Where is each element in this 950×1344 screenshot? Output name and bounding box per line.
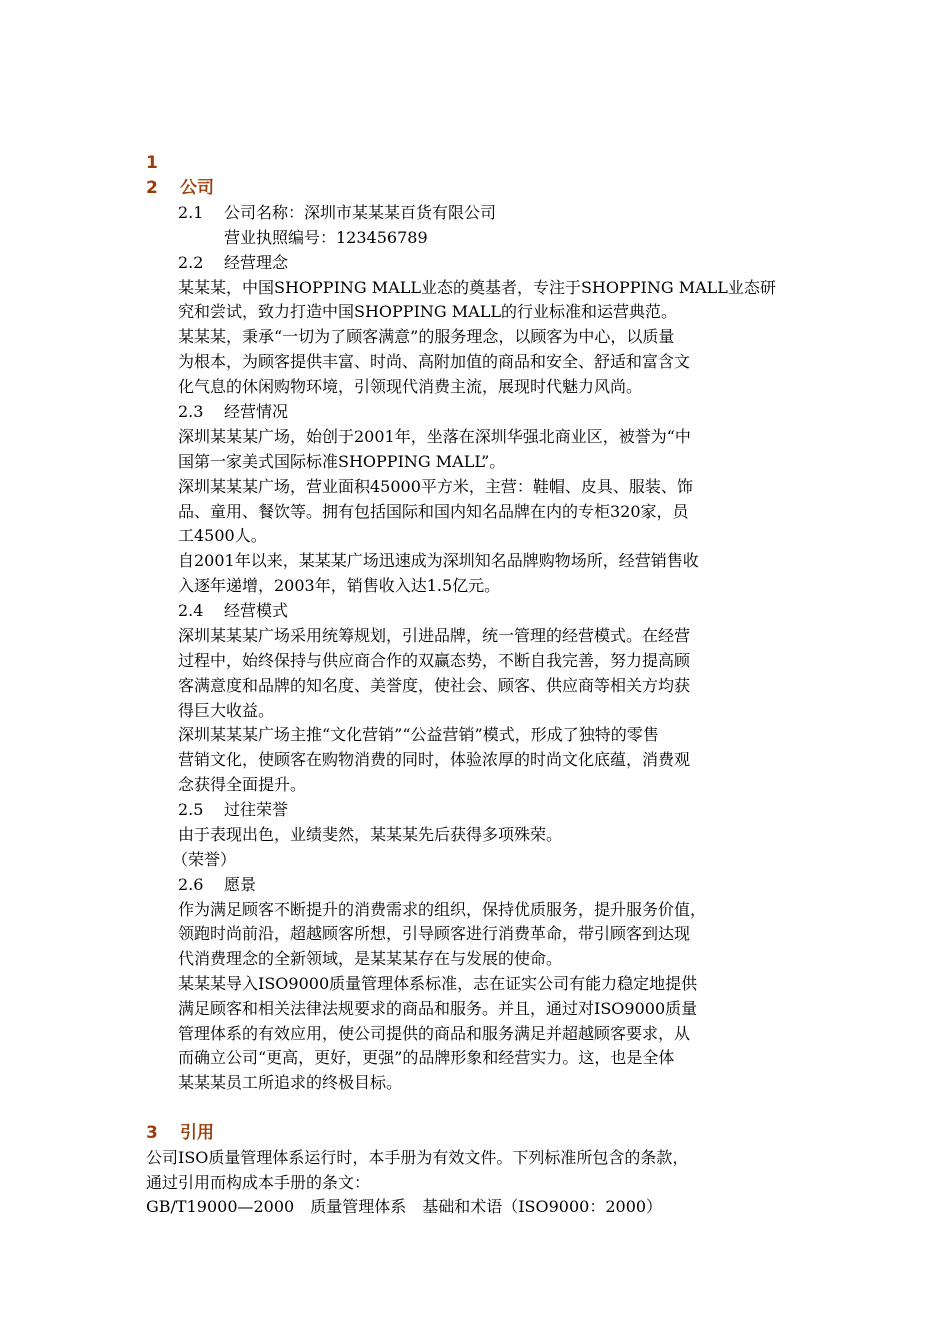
subsection-number: 2.3 [178,402,204,421]
paragraph-line: 自2001年以来，某某某广场迅速成为深圳知名品牌购物场所，经营销售收 [178,551,699,570]
business-license: 营业执照编号：123456789 [224,228,428,247]
paragraph-line: 得巨大收益。 [178,701,275,720]
subsection-number: 2.1 [178,203,204,222]
subsection-title: 经营模式 [224,601,289,620]
paragraph-line: 领跑时尚前沿，超越顾客所想，引导顾客进行消费革命，带引顾客到达现 [178,924,691,943]
paragraph-line: 公司ISO质量管理体系运行时，本手册为有效文件。下列标准所包含的条款， [146,1148,689,1167]
paragraph-line: 国第一家美式国际标准SHOPPING MALL”。 [178,452,506,471]
paragraph-line: 管理体系的有效应用，使公司提供的商品和服务满足并超越顾客要求，从 [178,1024,691,1043]
paragraph-line: 过程中，始终保持与供应商合作的双赢态势，不断自我完善，努力提高顾 [178,651,691,670]
paragraph-line: （荣誉） [172,850,237,869]
paragraph-line: 念获得全面提升。 [178,775,307,794]
paragraph-line: 代消费理念的全新领域，是某某某存在与发展的使命。 [178,949,563,968]
paragraph-line: 满足顾客和相关法律法规要求的商品和服务。并且，通过对ISO9000质量 [178,999,698,1018]
subsection-number: 2.5 [178,800,204,819]
paragraph-line: 某某某员工所追求的终极目标。 [178,1073,403,1092]
paragraph-line: 某某某导入ISO9000质量管理体系标准，志在证实公司有能力稳定地提供 [178,974,698,993]
section-title: 引用 [180,1123,214,1143]
subsection-title: 经营情况 [224,402,289,421]
section-number: 2 [146,178,158,198]
paragraph-line: 工4500人。 [178,526,267,545]
paragraph-line: 通过引用而构成本手册的条文： [146,1173,371,1192]
paragraph-line: 而确立公司“更高，更好，更强”的品牌形象和经营实力。这，也是全体 [178,1048,675,1067]
subsection-title: 过往荣誉 [224,800,289,819]
section-title: 公司 [180,178,214,198]
paragraph-line: 某某某，秉承“一切为了顾客满意”的服务理念，以顾客为中心，以质量 [178,327,675,346]
subsection-number: 2.6 [178,875,204,894]
section-number: 1 [146,153,158,173]
section-number: 3 [146,1123,158,1143]
paragraph-line: 为根本，为顾客提供丰富、时尚、高附加值的商品和安全、舒适和富含文 [178,352,691,371]
paragraph-line: 究和尝试，致力打造中国SHOPPING MALL的行业标准和运营典范。 [178,302,677,321]
paragraph-line: 深圳某某某广场，营业面积45000平方米，主营：鞋帽、皮具、服装、饰 [178,477,693,496]
paragraph-line: 深圳某某某广场主推“文化营销”“公益营销”模式，形成了独特的零售 [178,725,659,744]
paragraph-line: 作为满足顾客不断提升的消费需求的组织，保持优质服务，提升服务价值， [178,900,707,919]
subsection-number: 2.4 [178,601,204,620]
paragraph-line: 品、童用、餐饮等。拥有包括国际和国内知名品牌在内的专柜320家，员 [178,502,689,521]
subsection-title: 经营理念 [224,253,289,272]
subsection-title: 愿景 [224,875,257,894]
paragraph-line: 深圳某某某广场采用统筹规划，引进品牌，统一管理的经营模式。在经营 [178,626,691,645]
paragraph-line: 营销文化，使顾客在购物消费的同时，体验浓厚的时尚文化底蕴，消费观 [178,750,691,769]
paragraph-line: 入逐年递增，2003年，销售收入达1.5亿元。 [178,576,501,595]
subsection-number: 2.2 [178,253,204,272]
paragraph-line: 化气息的休闲购物环境，引领现代消费主流，展现时代魅力风尚。 [178,377,643,396]
company-name: 公司名称：深圳市某某某百货有限公司 [224,203,497,222]
paragraph-line: 深圳某某某广场，始创于2001年，坐落在深圳华强北商业区，被誉为“中 [178,427,691,446]
paragraph-line: 由于表现出色，业绩斐然，某某某先后获得多项殊荣。 [178,825,563,844]
paragraph-line: 某某某，中国SHOPPING MALL业态的奠基者，专注于SHOPPING MALL业态研 [178,278,776,297]
standard-reference: GB/T19000—2000 质量管理体系 基础和术语（ISO9000：2000） [146,1197,663,1216]
paragraph-line: 客满意度和品牌的知名度、美誉度，使社会、顾客、供应商等相关方均获 [178,676,691,695]
